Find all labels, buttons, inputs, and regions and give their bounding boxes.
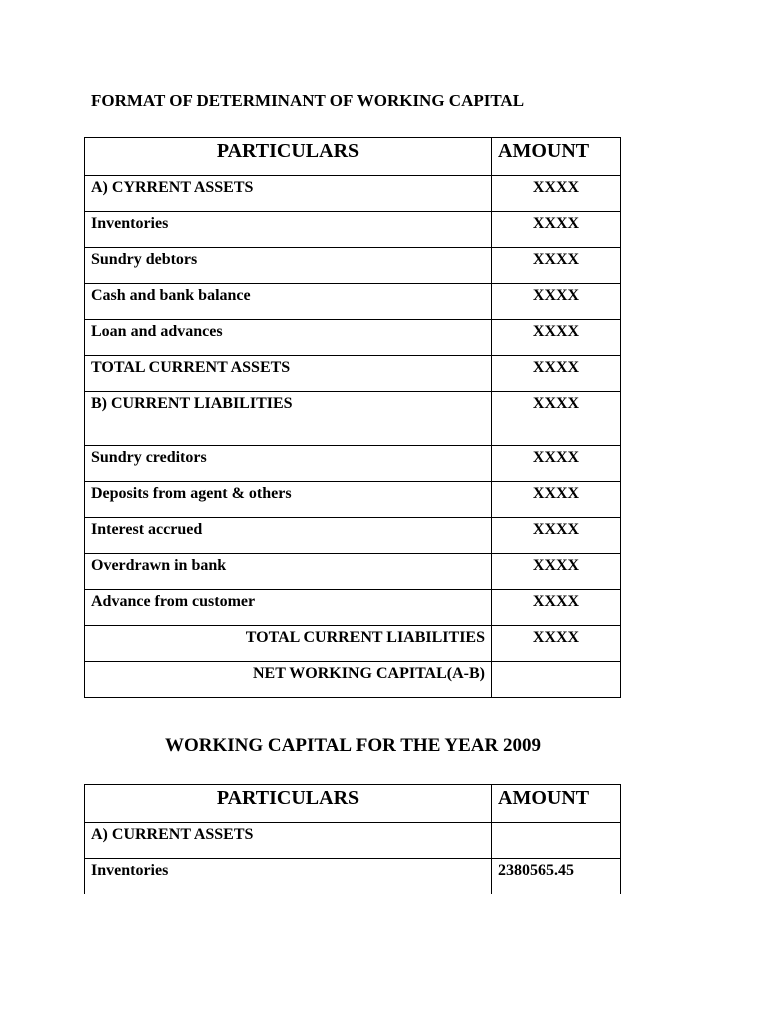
total-current-liabilities-label: TOTAL CURRENT LIABILITIES	[85, 626, 492, 662]
row-particulars: Inventories	[85, 212, 492, 248]
table-row	[85, 284, 621, 320]
row-amount: XXXX	[492, 518, 621, 554]
row-particulars: Loan and advances	[85, 320, 492, 356]
format-title: FORMAT OF DETERMINANT OF WORKING CAPITAL	[91, 91, 525, 110]
year-table	[84, 784, 621, 894]
year-title: WORKING CAPITAL FOR THE YEAR 2009	[165, 735, 541, 756]
table-row	[85, 518, 621, 554]
row-amount: XXXX	[492, 284, 621, 320]
particulars-header: PARTICULARS	[85, 138, 492, 176]
row-particulars: TOTAL CURRENT ASSETS	[85, 356, 492, 392]
row-particulars: Overdrawn in bank	[85, 554, 492, 590]
row-particulars: Interest accrued	[85, 518, 492, 554]
net-working-capital-label: NET WORKING CAPITAL(A-B)	[85, 662, 492, 698]
row-amount: XXXX	[492, 212, 621, 248]
row-particulars: Sundry debtors	[85, 248, 492, 284]
row-amount: XXXX	[492, 356, 621, 392]
table-header-row	[85, 785, 621, 823]
table-row	[85, 212, 621, 248]
row-particulars: A) CYRRENT ASSETS	[85, 176, 492, 212]
row-particulars: B) CURRENT LIABILITIES	[85, 392, 492, 446]
table-row	[85, 823, 621, 859]
row-amount: XXXX	[492, 176, 621, 212]
amount-header: AMOUNT	[492, 785, 621, 823]
row-particulars: Sundry creditors	[85, 446, 492, 482]
row-particulars: Deposits from agent & others	[85, 482, 492, 518]
table-row	[85, 392, 621, 446]
table-row	[85, 356, 621, 392]
table-row	[85, 590, 621, 626]
row-amount	[492, 662, 621, 698]
table-row	[85, 176, 621, 212]
table-row	[85, 446, 621, 482]
table-row	[85, 662, 621, 698]
table-row	[85, 859, 621, 895]
row-amount: 2380565.45	[492, 859, 621, 895]
row-amount: XXXX	[492, 446, 621, 482]
row-amount: XXXX	[492, 482, 621, 518]
table-row	[85, 320, 621, 356]
row-amount: XXXX	[492, 554, 621, 590]
table-row	[85, 626, 621, 662]
row-particulars: Cash and bank balance	[85, 284, 492, 320]
row-particulars: Inventories	[85, 859, 492, 895]
row-amount	[492, 823, 621, 859]
row-particulars: Advance from customer	[85, 590, 492, 626]
row-amount: XXXX	[492, 626, 621, 662]
particulars-header: PARTICULARS	[85, 785, 492, 823]
table-row	[85, 554, 621, 590]
row-particulars: A) CURRENT ASSETS	[85, 823, 492, 859]
amount-header: AMOUNT	[492, 138, 621, 176]
row-amount: XXXX	[492, 590, 621, 626]
table-header-row	[85, 138, 621, 176]
table-row	[85, 482, 621, 518]
table-row	[85, 248, 621, 284]
row-amount: XXXX	[492, 248, 621, 284]
row-amount: XXXX	[492, 320, 621, 356]
row-amount: XXXX	[492, 392, 621, 446]
format-table	[84, 137, 621, 698]
